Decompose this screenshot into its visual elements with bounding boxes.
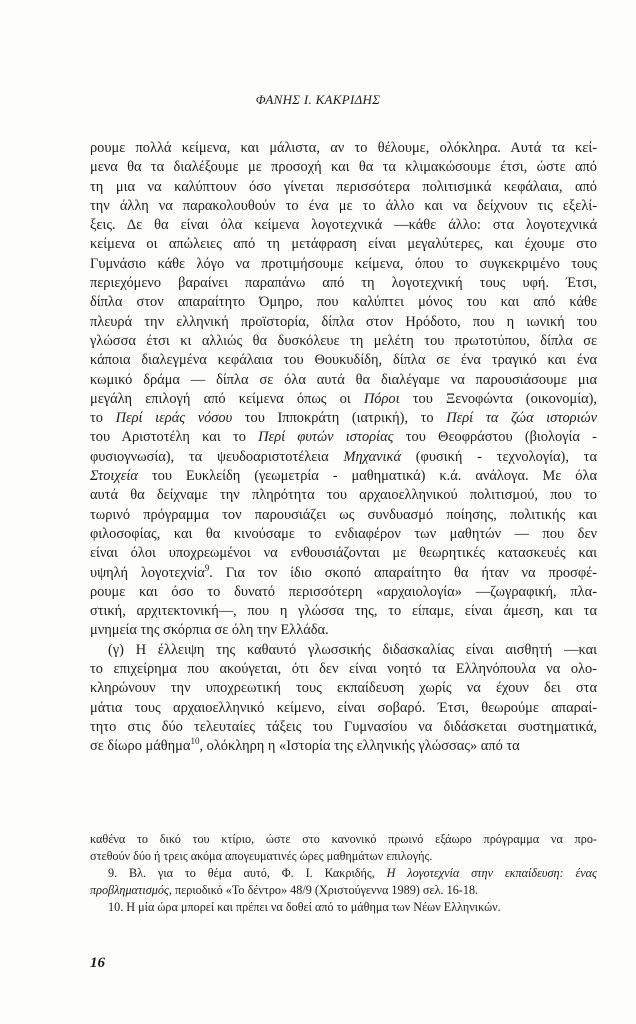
text-run: κείμενα οι απώλειες από τη μετάφραση είναι μεγαλύτερες, και έχουμε στο — [90, 236, 597, 253]
text-run: γλώσσα έτσι κι αλλιώς θα δυσκόλευε τη μελέτη του πρωτοτύπου, δίπλα σε — [90, 332, 597, 349]
text-run: κληρώνουν την υποχρεωτική τους εκπαίδευση χωρίς να έχουν δει στα — [90, 680, 597, 697]
text-run: μεγάλη επιλογή από κείμενα όπως οι — [90, 390, 364, 407]
text-run: ξεις. Δε θα είναι όλα κείμενα λογοτεχνικά —κάθε άλλο: στα λογοτεχνικά — [90, 217, 597, 234]
body-line — [90, 718, 597, 737]
body-line — [90, 216, 597, 235]
text-run: φιλοσοφίας, και θα κινούσαμε το ενδιαφέρον των μαθητών — που δεν — [90, 525, 597, 542]
text-run: καθένα το δικό του κτίριο, ώστε στο κανονικό πρωινό εξάωρο πρόγραμμα να προ- — [90, 832, 597, 846]
text-run: 10. Η μία ώρα μπορεί και πρέπει να δοθεί από το μάθημα των Νέων Ελληνικών. — [108, 900, 501, 914]
text-run: (γ) Η έλλειψη της καθαυτό γλωσσικής διδασκαλίας είναι αισθητή —και — [108, 641, 597, 658]
text-run: μενα θα τα διαλέξουμε με προσοχή και θα τα κλιμακώσουμε έτσι, ώστε από — [90, 159, 597, 176]
body-line — [90, 621, 597, 640]
body-line — [90, 139, 597, 158]
body-line — [90, 467, 597, 486]
italic-title: Περί ιεράς νόσου — [115, 410, 233, 427]
body-line — [90, 583, 597, 602]
italic-title: Περί τα ζώα ιστοριών — [446, 410, 598, 427]
body-line — [90, 235, 597, 254]
page-number: 16 — [90, 955, 105, 971]
text-run: κωμικό δράμα — δίπλα σε όλα αυτά θα διαλέγαμε να παρουσιάσουμε μια — [90, 371, 597, 388]
body-line — [90, 486, 597, 505]
text-run: . Για τον ίδιο σκοπό απαραίτητο θα ήταν να προσφέ- — [209, 564, 597, 581]
body-line — [90, 679, 597, 698]
footnote-line — [90, 865, 597, 882]
body-text — [90, 139, 597, 757]
body-line — [90, 371, 597, 390]
italic-title: Η λογοτεχνία στην εκπαίδευση: ένας — [386, 866, 597, 880]
body-line — [90, 525, 597, 544]
text-run: είναι όλοι υποχρεωμένοι να ενθουσιάζονται με θεωρητικές κατασκευές και — [90, 545, 597, 562]
text-run: τωρινό πρόγραμμα τον παρουσιάζει ως συνδυασμό ποίησης, πολιτικής και — [90, 506, 597, 523]
body-line — [90, 390, 597, 409]
footnote-line — [90, 882, 597, 899]
body-line — [90, 602, 597, 621]
body-line — [90, 737, 597, 756]
body-line — [90, 448, 597, 467]
italic-title: Μηχανικά — [343, 448, 402, 465]
text-run: τητο στις δύο τελευταίες τάξεις του Γυμνασίου να διδάσκεται συστηματικά, — [90, 718, 597, 735]
text-run: του Ευκλείδη (γεωμετρία - μαθηματικά) κ.ά. ανάλογα. Με όλα — [137, 468, 597, 485]
text-run: την άλλη να παρακολουθούν το ένα με το άλλο και να δείχνουν τις εξελί- — [90, 197, 597, 214]
footnote-line — [90, 848, 597, 865]
text-run: κάποια διαλεγμένα κεφάλαια του Θουκυδίδη, δίπλα σε ένα τραγικό και ένα — [90, 352, 597, 369]
italic-title: προβληματισμός — [90, 883, 169, 897]
footnote-marker: 10 — [190, 736, 200, 747]
body-line — [90, 255, 597, 274]
text-run: του Ιπποκράτη (ιατρική), το — [232, 410, 447, 427]
text-run: ρουμε και όσο το δυνατό περισσότερη «αρχαιολογία» —ζωγραφική, πλα- — [90, 583, 597, 600]
text-run: (φυσική - τεχνολογία), τα — [401, 448, 597, 465]
body-line — [90, 660, 597, 679]
body-line — [90, 274, 597, 293]
text-run: μάτια τους αρχαιοελληνικό κείμενο, είναι σοβαρό. Έτσι, θεωρούμε απαραί- — [90, 699, 597, 716]
text-run: υψηλή λογοτεχνία — [90, 564, 205, 581]
body-line — [90, 641, 597, 660]
body-line — [90, 699, 597, 718]
body-line — [90, 313, 597, 332]
text-run: το επιχείρημα που ακούγεται, ότι δεν είναι νοητό τα Ελληνόπουλα να ολο- — [90, 661, 597, 678]
text-run: τη μια να καλύπτουν όσο γίνεται περισσότερα πολιτισμικά κεφάλαια, από — [90, 178, 597, 195]
text-run: αυτά θα δείχναμε την πληρότητα του αρχαιοελληνικού πολιτισμού, που το — [90, 487, 597, 504]
text-run: Γυμνάσιο κάθε λόγο να προτιμήσουμε κείμενα, όπου το συγκεκριμένο τους — [90, 255, 597, 272]
text-run: στεθούν δύο ή τρεις ακόμα απογευματινές ώρες μαθημάτων επιλογής. — [90, 849, 433, 863]
text-run: μνημεία της σκόρπια σε όλη την Ελλάδα. — [90, 622, 329, 639]
text-run: του Ξενοφώντα (οικονομία), — [399, 390, 598, 407]
italic-title: Στοιχεία — [90, 468, 138, 485]
text-run: στική, αρχιτεκτονική—, που η γλώσσα της, το είπαμε, είναι άμεση, και τα — [90, 603, 597, 620]
footnote-marker: 9 — [204, 562, 210, 573]
footnote-line — [90, 831, 597, 848]
body-line — [90, 158, 597, 177]
text-run: ρουμε πολλά κείμενα, και μάλιστα, αν το θέλουμε, ολόκληρα. Αυτά τα κεί- — [90, 140, 597, 156]
body-line — [90, 506, 597, 525]
text-run: του Θεοφράστου (βιολογία - — [393, 429, 597, 446]
text-run: πλευρά την ελληνική προϊστορία, δίπλα στον Ηρόδοτο, που η ιωνική του — [90, 313, 597, 330]
body-line — [90, 293, 597, 312]
text-run: σε δίωρο μάθημα — [90, 738, 191, 755]
body-line — [90, 351, 597, 370]
text-run: , ολόκληρη η «Ιστορία της ελληνικής γλώσσας» από τα — [199, 738, 520, 755]
text-run: περιεχόμενο βαραίνει παραπάνω από τη λογοτεχνική τους υφή. Έτσι, — [90, 275, 597, 292]
text-run: φυσιογνωσία), τα ψευδοαριστοτέλεια — [90, 448, 344, 465]
text-run: δίπλα στον απαραίτητο Όμηρο, που καλύπτει μόνος του και από κάθε — [90, 294, 597, 311]
footnotes — [90, 831, 597, 916]
italic-title: Πόροι — [363, 390, 400, 407]
body-line — [90, 409, 597, 428]
body-line — [90, 544, 597, 563]
body-line — [90, 564, 597, 583]
italic-title: Περί φυτών ιστορίας — [258, 429, 394, 446]
body-line — [90, 197, 597, 216]
text-run: , περιοδικό «Το δέντρο» 48/9 (Χριστούγεννα 1989) σελ. 16-18. — [168, 883, 479, 897]
text-run: το — [90, 410, 116, 427]
body-line — [90, 428, 597, 447]
footnote-line — [90, 899, 597, 916]
text-run: 9. Βλ. για το θέμα αυτό, Φ. Ι. Κακριδής, — [108, 866, 387, 880]
body-line — [90, 332, 597, 351]
running-head: ΦΑΝΗΣ Ι. ΚΑΚΡΙΔΗΣ — [255, 92, 381, 107]
body-line — [90, 178, 597, 197]
text-run: του Αριστοτέλη και το — [90, 429, 259, 446]
